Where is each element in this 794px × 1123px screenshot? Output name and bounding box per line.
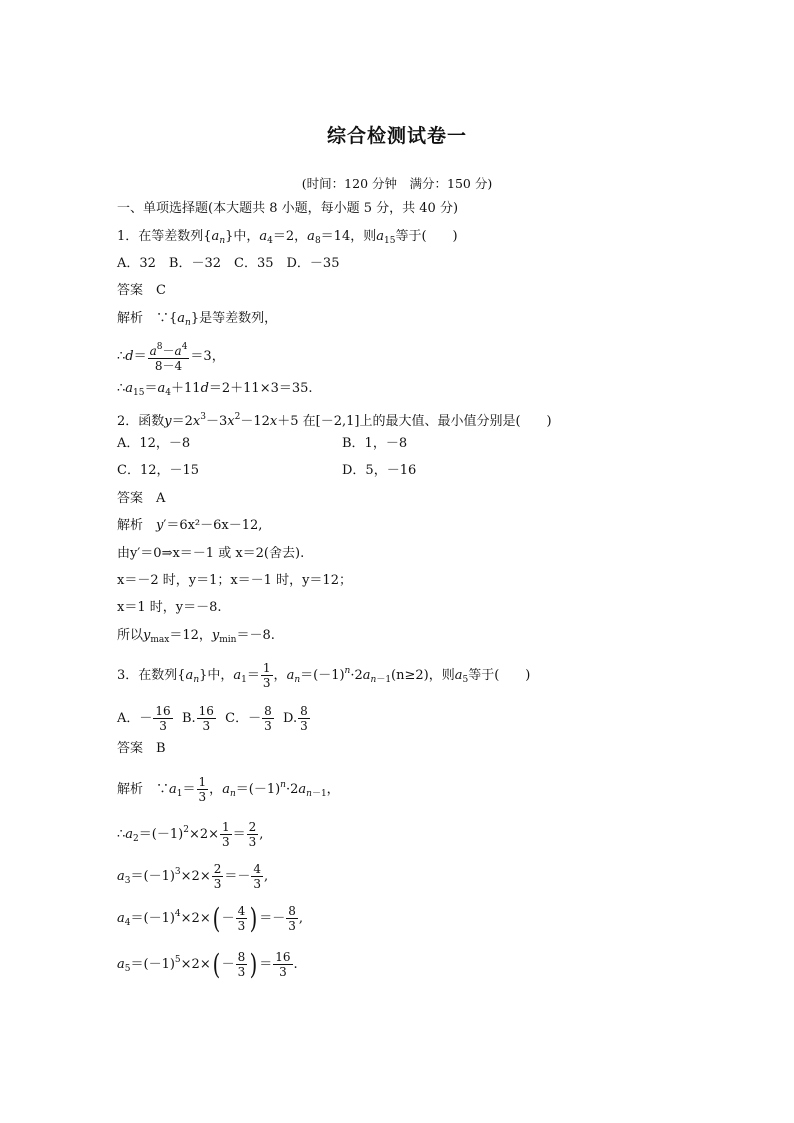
question-2-explanation-5: 所以$y_{max}=12$，$y_{min}=-8$. xyxy=(117,628,275,645)
question-1-stem: 1．在等差数列$\{a_n\}$中，$a_4=2$，$a_8=14$，则$a_{15}$等于( ) xyxy=(117,229,458,246)
question-2-stem: 2．函数$y=2x^3-3x^2-12x+5$ 在[－2,1]上的最大值、最小值分别是( ) xyxy=(117,412,552,429)
question-2-explanation-4: x＝1 时，y＝－8. xyxy=(117,600,222,615)
fraction: $\frac{a^8-a^4}{8-4}$ xyxy=(149,342,188,373)
question-2-option-d: D．5，－16 xyxy=(342,463,417,478)
question-1-explanation: 解析 $\because\{a_n\}$是等差数列， xyxy=(117,311,278,328)
question-3-explanation-3: $a_3=(-1)^3\times 2\times$ $\frac{2}{3}$ ＝－ $\frac{4}{3}$ , xyxy=(117,862,269,891)
question-1-result: $\therefore a_{15}=a_4+11d=2+11\times 3=35$. xyxy=(117,381,313,398)
question-3-explanation-2: $\therefore a_2=(-1)^2\times 2\times$ $\frac{1}{3}$ ＝ $\frac{2}{3}$ , xyxy=(117,820,264,849)
question-3-explanation-4: $a_4=(-1)^4\times 2\times$( － $\frac{4}{3}$ ) ＝－ $\frac{8}{3}$ , xyxy=(117,901,304,935)
exam-time-info: (时间：120 分钟 满分：150 分) xyxy=(301,176,493,191)
question-1-formula: ∴d＝ $\frac{a^8-a^4}{8-4}$ ＝3， xyxy=(117,342,225,373)
question-2-explanation-1: 解析 y′＝6x²－6x－12, xyxy=(117,518,263,533)
question-2-option-a: A．12，－8 xyxy=(117,436,191,451)
question-3-stem: 3．在数列$\{a_n\}$中，$a_1=$ $\frac{1}{3}$ ，$a_n=(-1)^n\cdot 2a_{n-1}(n\ge 2)$，则$a_5$等于( ) xyxy=(117,661,531,690)
question-3-options: A．－ $\frac{16}{3}$ B. $\frac{16}{3}$ C．－ $\frac{8}{3}$ D. $\frac{8}{3}$ xyxy=(117,704,308,733)
question-2-option-b: B．1，－8 xyxy=(342,436,408,451)
question-3-explanation-5: $a_5=(-1)^5\times 2\times$( － $\frac{8}{3}$ ) ＝ $\frac{16}{3}$ . xyxy=(117,947,298,981)
question-2-explanation-3: x＝－2 时，y＝1；x＝－1 时，y＝12； xyxy=(117,573,352,588)
question-2-option-c: C．12，－15 xyxy=(117,463,200,478)
section-heading: 一、单项选择题(本大题共 8 小题，每小题 5 分，共 40 分) xyxy=(117,201,459,216)
question-3-explanation-1: 解析 $\because a_1=$ $\frac{1}{3}$ ，$a_n=(-1)^n\cdot 2a_{n-1}$， xyxy=(117,775,340,804)
page-title: 综合检测试卷一 xyxy=(326,125,467,147)
question-1-answer: 答案 C xyxy=(117,283,166,298)
question-3-answer: 答案 B xyxy=(117,741,166,756)
question-1-options: A．32 B．－32 C．35 D．－35 xyxy=(117,256,340,271)
question-2-explanation-2: 由y′＝0⇒x＝－1 或 x＝2(舍去). xyxy=(117,546,305,561)
question-2-answer: 答案 A xyxy=(117,491,166,506)
